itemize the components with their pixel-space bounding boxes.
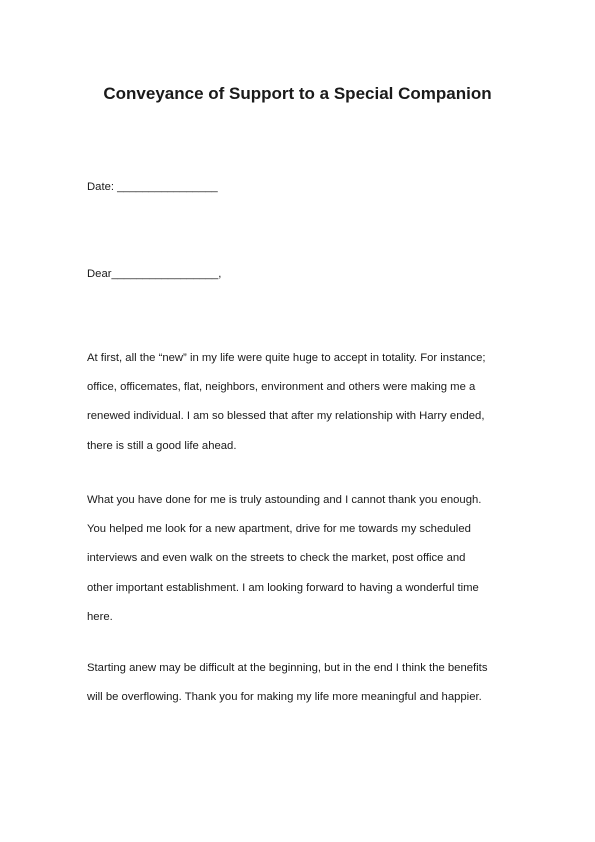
salutation: Dear_________________, xyxy=(87,268,222,280)
paragraph-line: At first, all the “new” in my life were quite huge to accept in totality. For instance; xyxy=(87,352,486,364)
paragraph-line: Starting anew may be difficult at the beginning, but in the end I think the benefits xyxy=(87,662,488,674)
paragraph-line: will be overflowing. Thank you for making my life more meaningful and happier. xyxy=(87,691,482,704)
paragraph-3 xyxy=(87,654,517,712)
paragraph-1 xyxy=(87,344,517,461)
paragraph-line: there is still a good life ahead. xyxy=(87,439,237,452)
date-line: Date: ________________ xyxy=(87,181,218,193)
paragraph-line: What you have done for me is truly astounding and I cannot thank you enough. xyxy=(87,494,482,506)
paragraph-line: here. xyxy=(87,610,113,623)
paragraph-line: interviews and even walk on the streets to check the market, post office and xyxy=(87,552,466,565)
paragraph-line: renewed individual. I am so blessed that after my relationship with Harry ended, xyxy=(87,410,485,423)
paragraph-2 xyxy=(87,486,517,632)
paragraph-line: You helped me look for a new apartment, drive for me towards my scheduled xyxy=(87,523,471,536)
paragraph-line: other important establishment. I am looking forward to having a wonderful time xyxy=(87,581,479,594)
paragraph-line: office, officemates, flat, neighbors, environment and others were making me a xyxy=(87,381,476,394)
document-title: Conveyance of Support to a Special Companion xyxy=(103,84,492,103)
